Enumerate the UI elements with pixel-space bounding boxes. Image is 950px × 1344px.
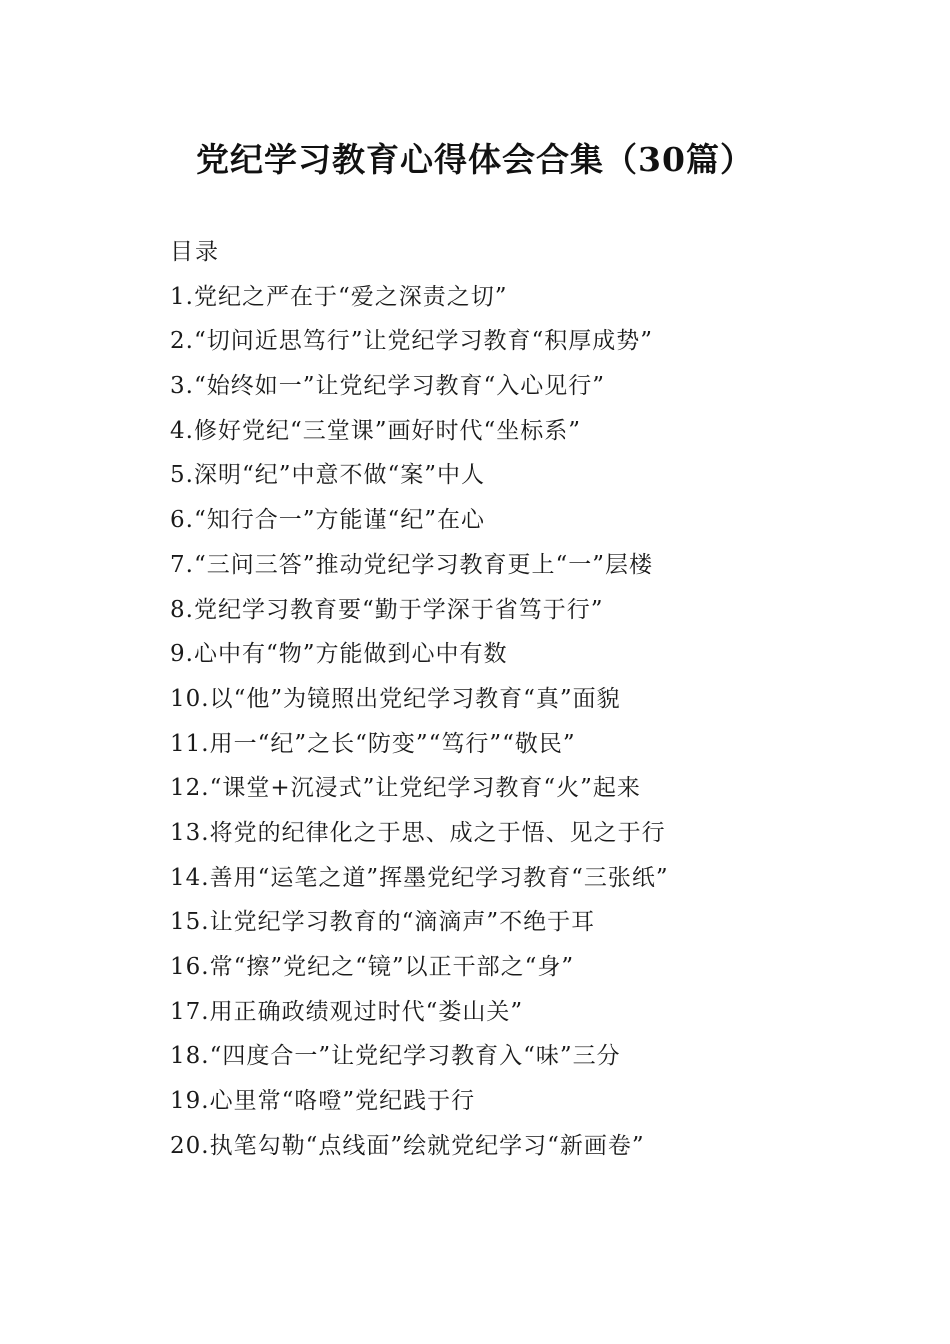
table-of-contents <box>170 230 870 1168</box>
toc-item: 5.深明“纪”中意不做“案”中人 <box>170 462 485 489</box>
toc-item: 1.党纪之严在于“爱之深责之切” <box>170 283 508 310</box>
toc-item: 9.心中有“物”方能做到心中有数 <box>170 641 508 668</box>
document-title: 党纪学习教育心得体会合集（30篇） <box>196 140 754 179</box>
toc-item: 10.以“他”为镜照出党纪学习教育“真”面貌 <box>170 685 621 712</box>
toc-heading: 目录 <box>170 239 220 265</box>
toc-item: 7.“三问三答”推动党纪学习教育更上“一”层楼 <box>170 551 653 578</box>
toc-item: 15.让党纪学习教育的“滴滴声”不绝于耳 <box>170 909 596 936</box>
toc-item: 11.用一“纪”之长“防变”“笃行”“敬民” <box>170 730 576 757</box>
toc-item: 18.“四度合一”让党纪学习教育入“味”三分 <box>170 1043 621 1070</box>
toc-item: 17.用正确政绩观过时代“娄山关” <box>170 998 524 1025</box>
toc-item: 3.“始终如一”让党纪学习教育“入心见行” <box>170 373 605 400</box>
toc-item: 4.修好党纪“三堂课”画好时代“坐标系” <box>170 417 581 444</box>
toc-item: 6.“知行合一”方能谨“纪”在心 <box>170 507 485 534</box>
toc-item: 19.心里常“咯噔”党纪践于行 <box>170 1088 476 1115</box>
toc-item: 20.执笔勾勒“点线面”绘就党纪学习“新画卷” <box>170 1132 645 1159</box>
toc-item: 14.善用“运笔之道”挥墨党纪学习教育“三张纸” <box>170 864 669 891</box>
toc-item: 13.将党的纪律化之于思、成之于悟、见之于行 <box>170 819 666 846</box>
toc-item: 16.常“擦”党纪之“镜”以正干部之“身” <box>170 954 575 980</box>
toc-item: 2.“切问近思笃行”让党纪学习教育“积厚成势” <box>170 328 653 355</box>
toc-item: 12.“课堂+沉浸式”让党纪学习教育“火”起来 <box>170 775 641 802</box>
toc-item: 8.党纪学习教育要“勤于学深于省笃于行” <box>170 596 604 623</box>
